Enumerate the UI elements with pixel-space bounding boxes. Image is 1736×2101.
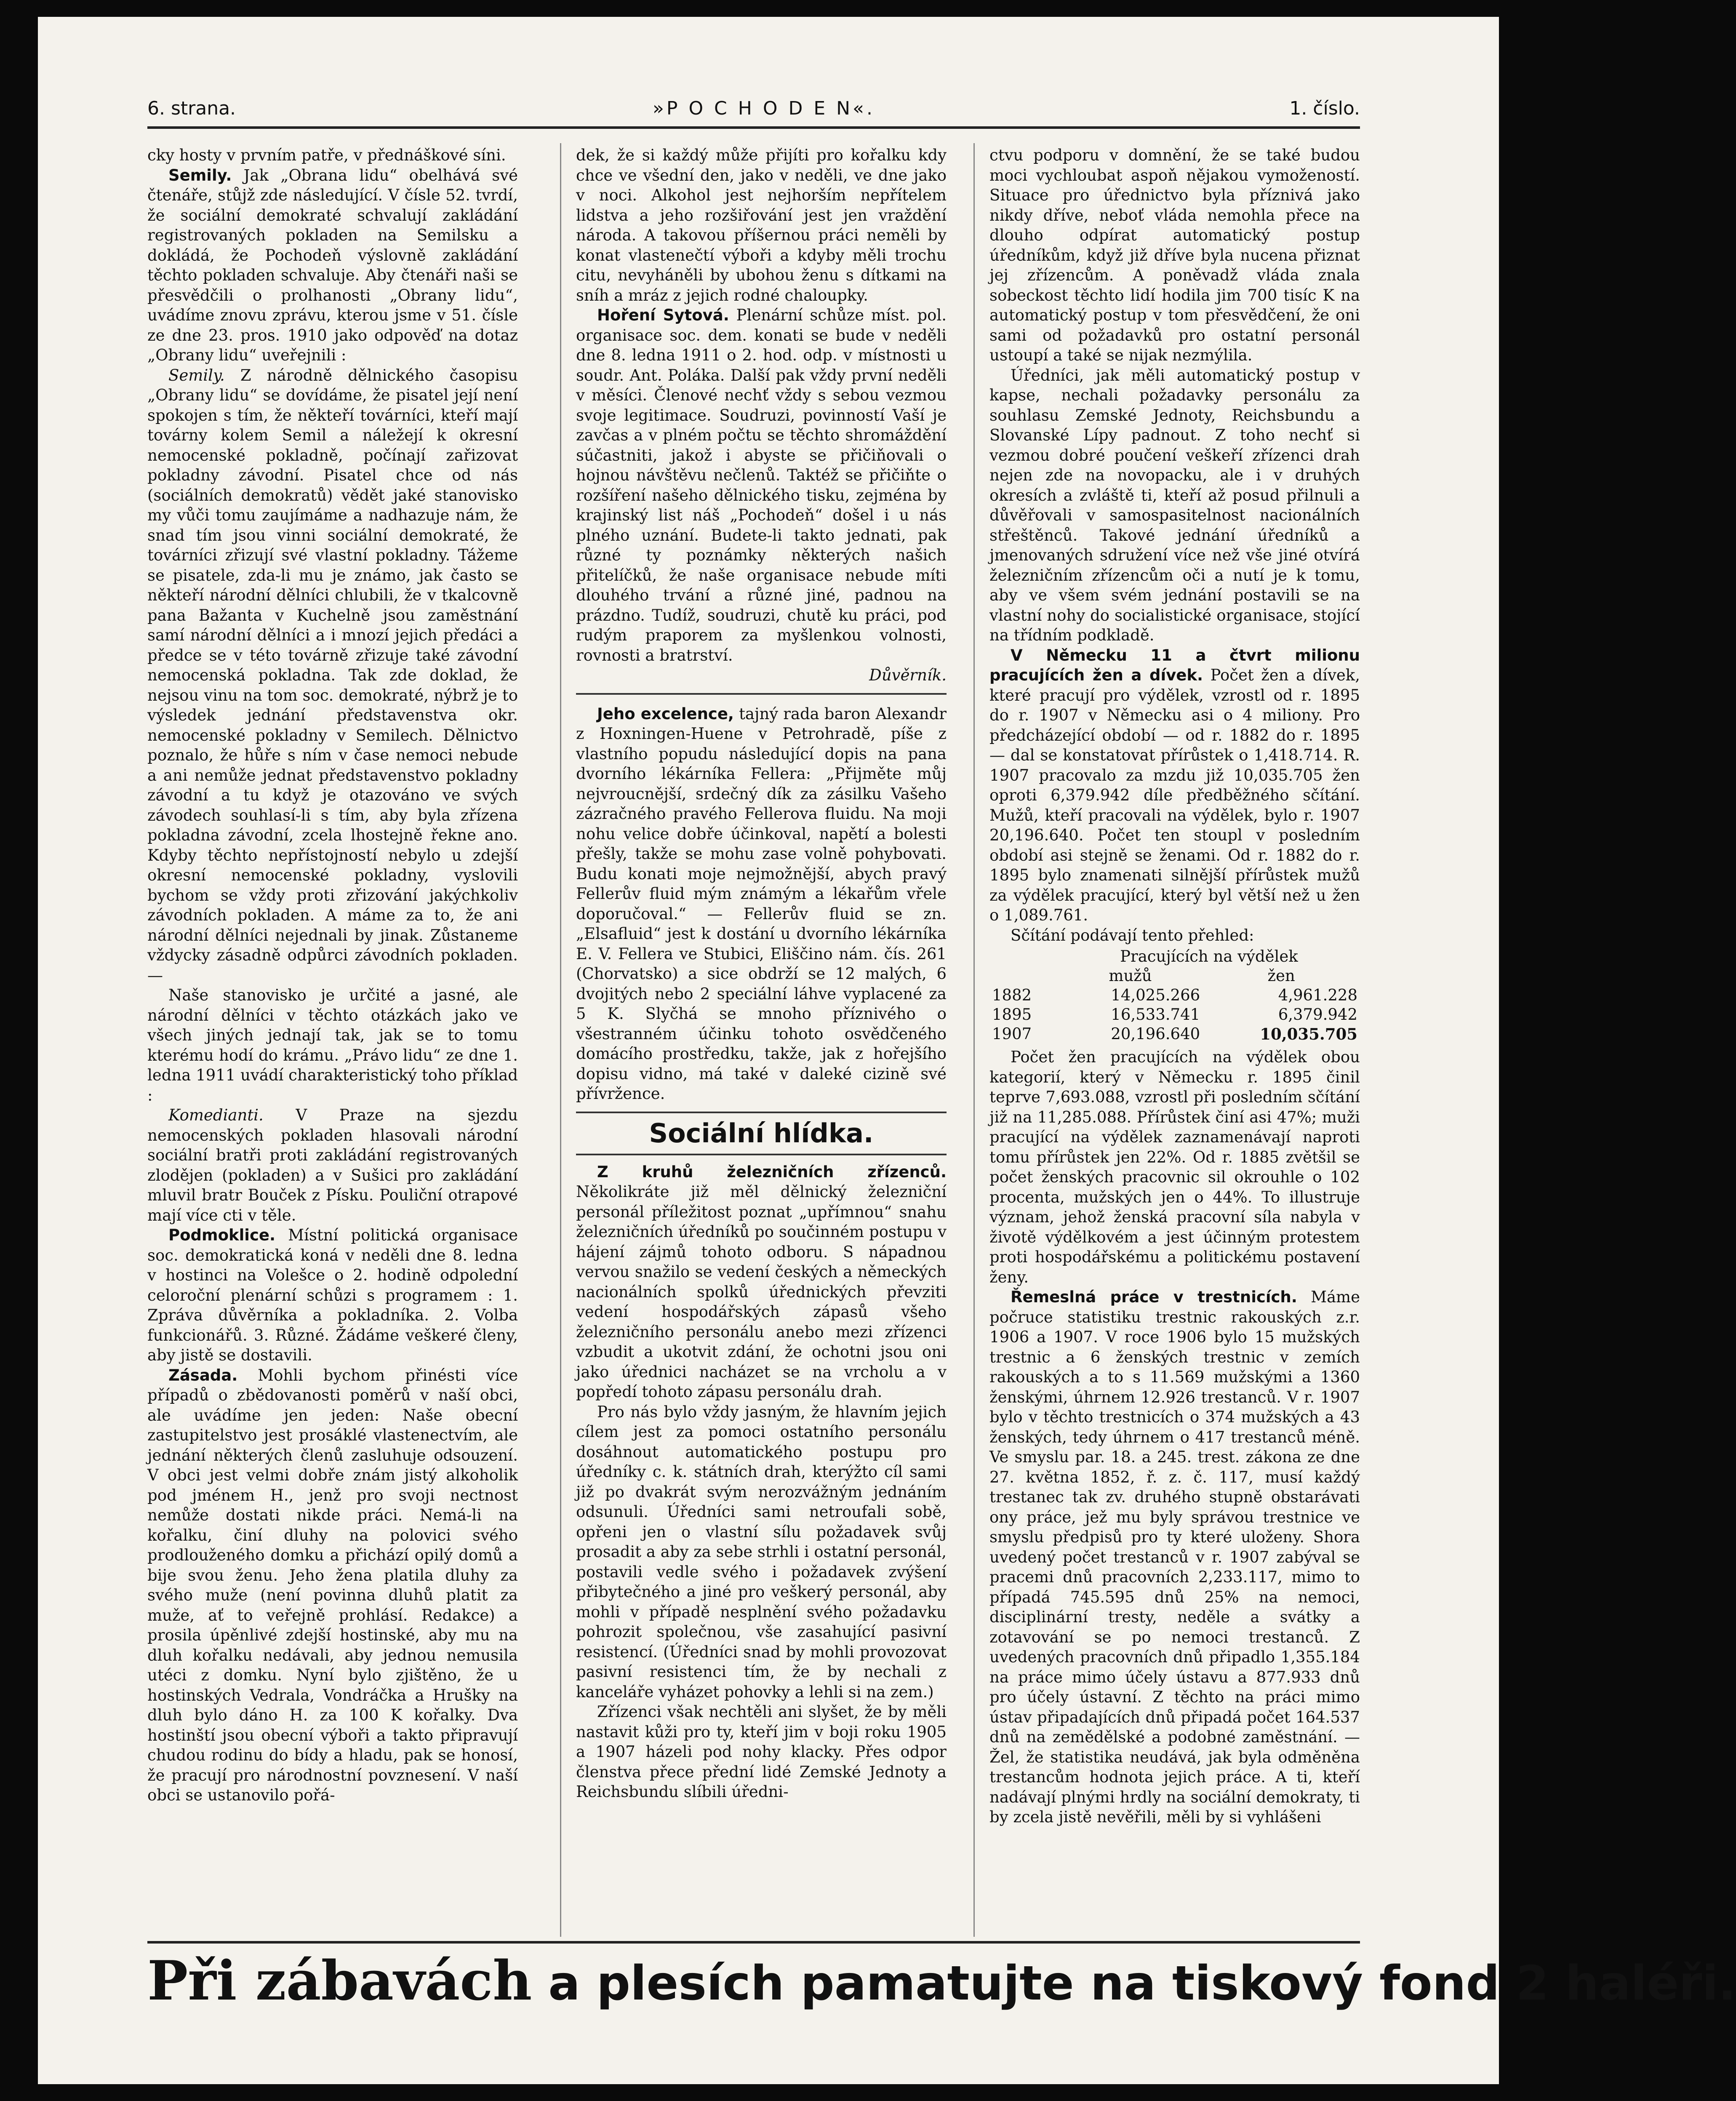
article-semily [147,165,518,365]
table-cell: 4,961.228 [1278,986,1357,1004]
table-header: Pracujících na výdělek [1120,947,1298,965]
article-quote [147,365,518,986]
article-text: Mohli bychom přinésti více případů o zbědovanosti poměrů v naší obci, ale uvádíme jen jeden: Naše obecní zastupitelstvo jest prosáklé vlastenectvím, ale jednání některých členů zasluhuje odsouzení. V obci jest velmi dobře znám jistý alkoholik pod jménem H., jenž pro svoji nectnost nemůže dostati nikde práci. Nemá-li na kořalku, činí dluhy na polovici svého prodlouženého domku a přichází opilý domů a bije svou ženu. Jeho žena platila dluhy za svého muže (není povinna dluhů platit za muže, ať to veřejně prohlásí. Redakce) a prosila úpěnlivé zdejší hostinské, aby mu na dluh kořalku nedávali, aby jednou nemusila utéci z domku. Nyní bylo zjištěno, že u hostinských Vedrala, Vondráčka a Hrušky na dluh bylo dáno H. za 100 K kořalky. Dva hostinští jsou obecní výboři a takto připravují chudou rodinu do bídy a hladu, pak se honosí, že pracují pro národnostní povznesení. V naší obci se ustanovilo pořá- [147,1366,518,1804]
table-row [989,1005,1360,1024]
article-heading: Zásada. [168,1366,238,1384]
table-header-row [989,966,1360,986]
article-heading: Semily. [168,166,232,184]
banner-text: a plesích pamatujte na tiskový fond 2 haléři. [548,1956,1736,2011]
article-divider [576,693,947,695]
article-heading: Jeho excelence, [597,704,734,723]
page-number-label: 6. strana. [147,98,236,119]
table-row [989,986,1360,1005]
article-text: Z národně dělnického časopisu „Obrany lidu“ se dovídáme, že pisatel její není spokojen s tím, že někteří továrníci, kteří mají továrny kolem Semil a náležejí k okresní nemocenské pokladně, počínají zařizovat pokladny závodní. Pisatel chce od nás (sociálních demokratů) vědět jaké stanovisko my vůči tomu zaujímáme a nadhazuje nám, že snad tím jsou vinni sociální demokraté, že továrníci zřizují své vlastní pokladny. Tážeme se pisatele, zda-li mu je známo, jak často se někteří národní dělníci chlubili, že v tkalcovně pana Bažanta v Kuchelně jsou zaměstnání samí národní dělníci a i mnozí jejich předáci a předce se v této továrně zřizuje také závodní nemocenská pokladna. Tak zde doklad, že nejsou vinu na tom soc. demokraté, nýbrž je to výsledek jednání představenstva okr. nemocenské pokladny v Semilech. Dělnictvo poznalo, že hůře s ním v čase nemoci nebude a ani nemůže jednat představenstvo pokladny závodní a tu když je otazováno ve svých závodech souhlasí-li s tím, aby byla zřízena pokladna závodní, zcela lhostejně řekne ano. Kdyby těchto nepřístojností nebylo u zdejší okresní nemocenské pokladny, vyslovili bychom se vždy proti zřizování jakýchkoliv závodních pokladen. A máme za to, že ani národní dělníci nejednali by jinak. Zůstaneme vždycky zásadně odpůrci závodních pokladen. — [147,366,518,984]
quote-heading: Komedianti. [168,1106,264,1124]
article-text: Místní politická organisace soc. demokratická koná v neděli dne 8. ledna v hostinci na Volešce o 2. hodině odpolední celoroční plenární schůzi s programem : 1. Zpráva důvěrníka a pokladníka. 2. Volba funkcionářů. 3. Různé. Žádáme veškeré členy, aby jistě se dostavili. [147,1226,518,1364]
article-text: dek, že si každý může přijíti pro kořalku kdy chce ve všední den, jako v neděli, ve dne jako v noci. Alkohol jest nejhorším nepřítelem lidstva a jeho rozšiřování jest jen vraždění národa. A takovou příšernou práci neměli by konat vlastenečtí výboři a kdyby měli trochu citu, nevyháněli by ubohou ženu s dítkami na sníh a mráz z jejich rodné chaloupky. [576,146,947,304]
article-text: Jak „Obrana lidu“ obelhává své čtenáře, stůjž zde následující. V čísle 52. tvrdí, že sociální demokraté schvalují zakládání registrovaných pokladen na Semilsku a dokládá, že Pochodeň výslovně zakládání těchto pokladen schvaluje. Aby čtenáři naši se přesvědčili o prolhanosti „Obrany lidu“, uvádíme znovu zprávu, kterou jsme v 51. čísle ze dne 23. pros. 1910 jako odpověď na dotaz „Obrany lidu“ uveřejnili : [147,166,518,364]
article-text: tajný rada baron Alexandr z Hoxningen-Huene v Petrohradě, píše z vlastního popudu následující dopis na pana dvorního lékárníka Fellera: „Přijměte můj nejvroucnější, srdečný dík za zásilku Vašeho zázračného pravého Fellerova fluidu. Na moji nohu velice dobře účinkoval, napětí a bolesti přešly, takže se mohu zase volně pohybovati. Budu konati moje nejmožnější, abych pravý Fellerův fluid mým známým a lékařům vřele doporučoval.“ — Fellerův fluid se zn. „Elsafluid“ jest k dostání u dvorního lékárníka E. V. Fellera ve Stubici, Eliščino nám. čís. 261 (Chorvatsko) a sice obdrží se 12 malých, 6 dvojitých nebo 2 speciální láhve vyplacené za 5 K. Slyčhá se mnoho příznivého o všestranném účinku tohoto osvědčeného domácího prostředku, takže, jak z hořejšího dopisu vidno, má také v daleké cizině své přívržence. [576,704,947,1103]
article-horeni-sytova [576,305,947,665]
article-heading: V Německu 11 a čtvrt milionu pracujících žen a dívek. [989,646,1360,684]
article-heading: Podmoklice. [168,1226,276,1244]
bottom-banner [147,1949,1736,2013]
column-3 [989,145,1360,1827]
article-zasada [147,1365,518,1805]
table-cell: 1895 [992,1005,1032,1024]
issue-number-label: 1. číslo. [1289,98,1360,119]
article-heading: Z kruhů železničních zřízenců. [597,1162,947,1181]
page-header [147,98,1360,127]
table-header: mužů [1109,967,1152,985]
column-divider [973,143,975,1937]
article-text: Počet žen a dívek, které pracují pro výdělek, vzrostl od r. 1895 do r. 1907 v Německu asi o 4 miliony. Pro předcházející období — od r. 1882 do r. 1895 — dal se konstatovat přírůstek o 1,418.714. R. 1907 pracovalo za mzdu již 10,035.705 žen oproti 6,379.942 díle předběžného sčítání. Mužů, kteří pracovali na výdělek, bylo r. 1907 20,196.640. Počet ten stoupl v posledním období asi stejně se ženami. Od r. 1882 do r. 1895 bylo znamenati silnější přírůstek mužů za výdělek pracující, který byl větší než u žen o 1,089.761. [989,666,1360,924]
article-text: Plenární schůze míst. pol. organisace soc. dem. konati se bude v neděli dne 8. ledna 1911 o 2. hod. odp. v místnosti u soudr. Ant. Poláka. Další pak vždy první neděli v měsíci. Členové nechť vždy s sebou vezmou svoje legitimace. Soudruzi, povinností Vaší je zavčas a v plném počtu se těchto shromáždění súčastniti, jakož i abyste se přičiňovali o hojnou návštěvu nečlenů. Taktéž se přičiňte o rozšíření našeho dělnického tisku, zejména by krajinský list náš „Pochodeň“ došel i u nás plného uznání. Budete-li takto jednati, pak různé ty poznámky některých našich přitelíčků, že naše organisace nebude míti dlouhého trvání a různé jiné, padnou na prázdno. Tudíž, soudruzi, chutě ku práci, pod rudým praporem za myšlenkou volnosti, rovnosti a bratrství. [576,306,947,664]
article-heading: Řemeslná práce v trestnicích. [1011,1288,1297,1306]
article-text: Zřízenci však nechtěli ani slyšet, že by měli nastavit kůži pro ty, kteří jim v boji roku 1905 a 1907 házeli pod nohy klacky. Přes odpor členstva přece přední lidé Zemské Jednoty a Reichsbundu slíbili úředni- [576,1703,947,1801]
article-text: V Praze na sjezdu nemocenských pokladen hlasovali národní sociální bratři proti zakládání registrovaných zlodějen (pokladen) a v Sušici pro zakládání mluvil bratr Bouček z Písku. Pouliční otrapové mají více cti v těle. [147,1106,518,1224]
article-text: Naše stanovisko je určité a jasné, ale národní dělníci v těchto otázkách jako ve všech jiných jednají tak, jak se to tomu kterému hodí do krámu. „Právo lidu“ ze dne 1. ledna 1911 uvádí charakteristický toho příklad : [147,986,518,1104]
article-heading: Hoření Sytová. [597,306,729,324]
quote-heading: Semily. [168,366,225,384]
table-cell: 1882 [992,986,1032,1004]
article-railway [576,1162,947,1402]
article-text: Počet žen pracujících na výdělek obou kategorií, který v Německu r. 1895 činil teprve 7,693.088, vzrostl při posledním sčítání již na 11,285.088. Přírůstek činí asi 47%; muži pracující na výdělek zaznamenávají naproti tomu přírůstek jen 22%. Od r. 1885 zvětšil se počet ženských pracovnic sil okrouhle o 102 procenta, mužských jen o 44%. To illustruje význam, jehož ženská pracovní síla nabyla v životě výdělkovém a jest účinným protestem proti hospodářskému a politickému postavení ženy. [989,1048,1360,1286]
table-cell: 14,025.266 [1111,986,1200,1004]
article-women-work [989,645,1360,925]
article-text: cky hosty v prvním patře, v přednáškové síni. [147,146,506,164]
column-divider [560,143,561,1937]
table-cell: 6,379.942 [1278,1005,1357,1024]
article-text: ctvu podporu v domnění, že se také budou moci vychloubat aspoň nějakou vymožeností. Situace pro úřednictvo byla příznivá jako nikdy dříve, neboť vláda nemohla přece na dlouho odpírat automatický postup úředníkům, když již dříve byla nucena přiznat jej zřízencům. A poněvadž vláda znala sobeckost těchto lidí hodila jim 700 tisíc K na automatický postup v tom přesvědčení, že oni sami od požadavků pro ostatní personál ustoupí a také se nijak nezmýlila. [989,146,1360,364]
table-cell: 16,533.741 [1111,1005,1200,1024]
table-row [989,1024,1360,1044]
header-rule [147,126,1360,129]
article-text: Sčítání podávají tento přehled: [1011,926,1254,944]
table-cell: 10,035.705 [1260,1025,1357,1043]
table-cell: 20,196.640 [1111,1025,1200,1043]
article-quote [147,1105,518,1225]
article-text: Několikráte již měl dělnický železniční personál příležitost poznat „upřímnou“ snahu železničních úředníků po součinném postupu v hájení zájmů tohoto odboru. S nápadnou vervou snažilo se vedení českých a německých nacionálních spolků úřednických převziti vedení hospodářských zápasů všeho železničního personálu anebo mezi zřízenci vzbudit a ukotvit zdání, že ochotni jsou oni jako úřednici nacházet se na vrcholu a v popředí tohoto zápasu personálu drah. [576,1183,947,1401]
article-signature: Důvěrník. [869,666,947,684]
table-cell: 1907 [992,1025,1032,1043]
article-text: Úředníci, jak měli automatický postup v kapse, nechali požadavky personálu za souhlasu Zemské Jednoty, Reichsbundu a Slovanské Lípy padnout. Z toho nechť si vezmou dobré poučení veškeří zřízenci drah nejen zde na novopacku, ale i v druhých okresích a zvláště ti, kteří až posud přilnuli a důvěřovali v samospasitelnost nacionálních střeštěnců. Takové jednání úředníků a jmenovaných sdružení více než vše jiné otvírá železničním zřízencům oči a nutí je k tomu, aby ve všem svém jednání postavili se na vlastní nohy do socialistické organisace, stojící na třídním podkladě. [989,366,1360,644]
table-header: žen [1267,967,1295,985]
article-podmoklice [147,1225,518,1365]
advertisement-feller [576,704,947,1104]
column-1 [147,145,518,1805]
article-prison-work [989,1287,1360,1827]
section-title: Sociální hlídka. [576,1112,947,1155]
column-2 [576,145,947,1802]
statistics-table [989,947,1360,1044]
article-text: Pro nás bylo vždy jasným, že hlavním jejich cílem jest za pomoci ostatního personálu dosáhnout automatického postupu pro úředníky c. k. státních drah, kterýžto cíl sami již po dvakrát svým nerozvážným jednáním odsunuli. Úředníci sami netroufali sobě, opřeni jen o vlastní sílu požadavek svůj prosadit a aby za sebe strhli i ostatní personál, postavili vedle svého i požadavek zvýšení přibytečného a jiné pro veškerý personál, aby mohli v případě nesplnění svého požadavku pohrozit společnou, vše zasahující pasivní resistencí. (Úředníci snad by mohli provozovat pasivní resistenci tím, že by nechali z kanceláře vyházet pohovky a lehli si na zem.) [576,1402,947,1701]
table-header-row [989,947,1360,966]
newspaper-title: »P O C H O D E N«. [653,98,875,119]
banner-rule [147,1941,1360,1944]
banner-lead: Při zábavách [147,1949,532,2013]
article-text: Máme počruce statistiku trestnic rakouských z.r. 1906 a 1907. V roce 1906 bylo 15 mužských trestnic a 6 ženských trestnic v zemích rakouských a to s 11.569 mužskými a 1360 ženskými, úhrnem 12.926 trestanců. V r. 1907 bylo v těchto trestnicích o 374 mužských a 43 ženských, tedy úhrnem o 417 trestanců méně. Ve smyslu par. 18. a 245. trest. zákona ze dne 27. května 1852, ř. z. č. 117, musí každý trestanec tak zv. druhého stupně obstarávati ony práce, jež mu byly správou trestnice ve smyslu předpisů pro ty které uloženy. Shora uvedený počet trestanců v r. 1907 zabýval se pracemi dnů pracovních 2,233.117, mimo to případá 745.595 dnů 25% na nemoci, disciplinární tresty, neděle a svátky a zotavování se po nemoci trestanců. Z uvedených pracovních dnů připadlo 1,355.184 na práce mimo účely ústavu a 877.933 dnů pro účely ústavní. Z těchto na práci mimo ústav připadajících dnů připadá počet 164.537 dnů na zemědělské a podobné zaměstnání. — Žel, že statistika neudává, jak byla odměněna trestancům hodnota jejich práce. A ti, kteří nadávají plnými hrdly na sociální demokraty, ti by zcela jistě nevěřili, měli by si vyhlášeni [989,1288,1360,1826]
